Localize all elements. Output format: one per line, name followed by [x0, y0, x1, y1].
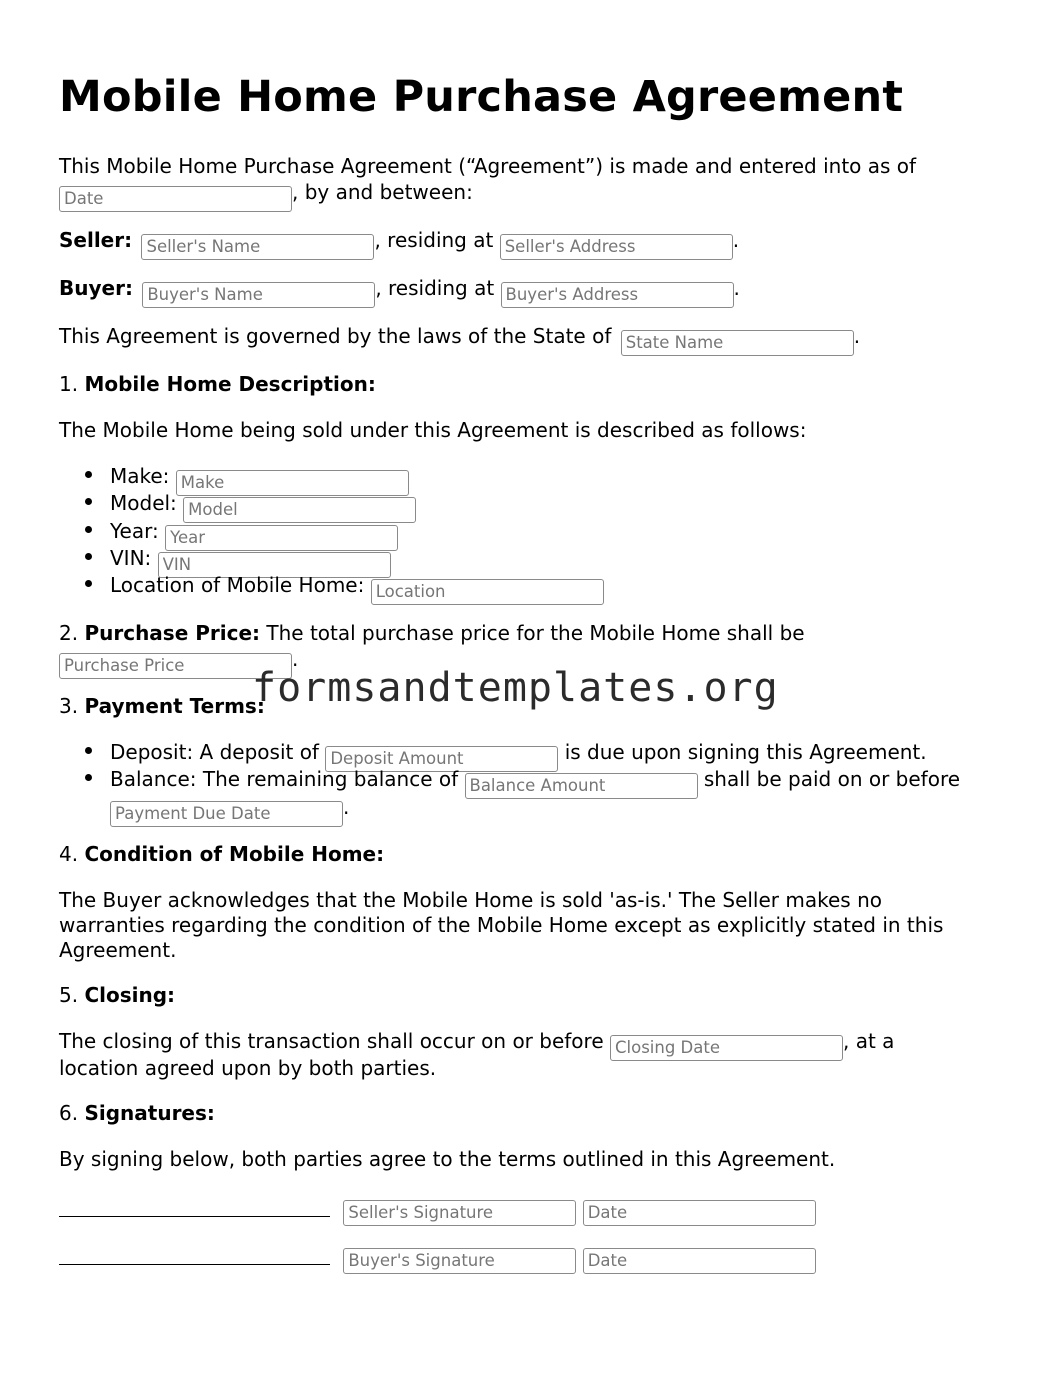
- watermark: formsandtemplates.org: [252, 665, 779, 711]
- intro-line-2: [59, 179, 473, 212]
- section-2-number: 2.: [59, 621, 79, 645]
- seller-signature-date-field[interactable]: [583, 1200, 816, 1226]
- section-5-heading: [59, 982, 175, 1008]
- vin-label: VIN:: [110, 546, 152, 570]
- section-3-number: 3.: [59, 694, 79, 718]
- governing-law-end: .: [853, 324, 861, 348]
- bullet-icon: [85, 747, 92, 754]
- buyer-signature-date-field[interactable]: [583, 1248, 816, 1274]
- section-4-text-line-3: Agreement.: [59, 938, 177, 962]
- agreement-date-field[interactable]: [59, 186, 292, 212]
- section-2-text: The total purchase price for the Mobile Home shall be: [266, 621, 805, 645]
- closing-text-line-2: location agreed upon by both parties.: [59, 1056, 437, 1080]
- bullet-icon: [85, 471, 92, 478]
- buyer-name-field[interactable]: [142, 282, 375, 308]
- governing-law-text: This Agreement is governed by the laws of the State of: [59, 324, 612, 348]
- section-4-title: Condition of Mobile Home:: [84, 842, 385, 866]
- location-label: Location of Mobile Home:: [110, 573, 365, 597]
- seller-signature-row: [59, 1193, 816, 1226]
- closing-text: The closing of this transaction shall occur on or before: [59, 1029, 604, 1053]
- section-3-title: Payment Terms:: [84, 694, 265, 718]
- balance-text-end: shall be paid on or before: [703, 767, 961, 791]
- closing-date-field[interactable]: [610, 1035, 843, 1061]
- buyer-residing-text: , residing at: [375, 276, 495, 300]
- section-4-text-line-1: The Buyer acknowledges that the Mobile Home is sold 'as-is.' The Seller makes no: [59, 888, 882, 912]
- bullet-icon: [85, 526, 92, 533]
- deposit-text-end: is due upon signing this Agreement.: [564, 740, 927, 764]
- payment-due-end: .: [343, 795, 350, 819]
- governing-law-line: [59, 323, 860, 356]
- bullet-icon: [85, 498, 92, 505]
- purchase-price-end: .: [292, 647, 299, 671]
- closing-text-mid: , at a: [843, 1029, 895, 1053]
- page-title: Mobile Home Purchase Agreement: [59, 72, 904, 122]
- seller-signature-field[interactable]: [343, 1200, 576, 1226]
- section-1-number: 1.: [59, 372, 79, 396]
- buyer-signature-line: [59, 1242, 330, 1265]
- buyer-line-end: .: [733, 276, 740, 300]
- seller-label: Seller:: [59, 228, 133, 252]
- seller-line-end: .: [732, 228, 740, 252]
- section-2-heading: [59, 620, 805, 646]
- seller-residing-text: , residing at: [374, 228, 494, 252]
- intro-text-end: , by and between:: [292, 180, 473, 204]
- section-3-heading: [59, 693, 265, 719]
- balance-amount-field[interactable]: [465, 773, 698, 799]
- section-4-text-line-2: warranties regarding the condition of the Mobile Home except as explicitly stated in this: [59, 913, 944, 937]
- bullet-icon: [85, 580, 92, 587]
- section-5-title: Closing:: [84, 983, 176, 1007]
- buyer-label: Buyer:: [59, 276, 133, 300]
- section-4-heading: [59, 841, 384, 867]
- deposit-text: Deposit: A deposit of: [110, 740, 319, 764]
- buyer-signature-field[interactable]: [343, 1248, 576, 1274]
- section-6-heading: [59, 1100, 215, 1126]
- section-2-title: Purchase Price:: [84, 621, 261, 645]
- seller-signature-line: [59, 1194, 330, 1217]
- section-5-number: 5.: [59, 983, 79, 1007]
- payment-due-line: [110, 794, 349, 827]
- state-name-field[interactable]: [621, 330, 854, 356]
- make-label: Make:: [110, 464, 170, 488]
- section-1-title: Mobile Home Description:: [84, 372, 376, 396]
- buyer-signature-row: [59, 1241, 816, 1274]
- section-4-number: 4.: [59, 842, 79, 866]
- payment-due-date-field[interactable]: [110, 801, 343, 827]
- location-field[interactable]: [371, 579, 604, 605]
- buyer-line: [59, 275, 740, 308]
- bullet-icon: [85, 553, 92, 560]
- section-1-text: The Mobile Home being sold under this Agreement is described as follows:: [59, 418, 807, 442]
- bullet-icon: [85, 774, 92, 781]
- section-1-heading: [59, 371, 376, 397]
- location-item: [110, 572, 604, 605]
- seller-address-field[interactable]: [500, 234, 733, 260]
- seller-name-field[interactable]: [141, 234, 374, 260]
- section-6-title: Signatures:: [84, 1101, 215, 1125]
- balance-text: Balance: The remaining balance of: [110, 767, 459, 791]
- section-6-number: 6.: [59, 1101, 79, 1125]
- buyer-address-field[interactable]: [501, 282, 734, 308]
- intro-text: This Mobile Home Purchase Agreement (“Agreement”) is made and entered into as of: [59, 154, 917, 178]
- intro-line-1: [59, 153, 916, 179]
- model-label: Model:: [110, 491, 177, 515]
- year-label: Year:: [110, 519, 159, 543]
- section-6-text: By signing below, both parties agree to the terms outlined in this Agreement.: [59, 1147, 836, 1171]
- seller-line: [59, 227, 739, 260]
